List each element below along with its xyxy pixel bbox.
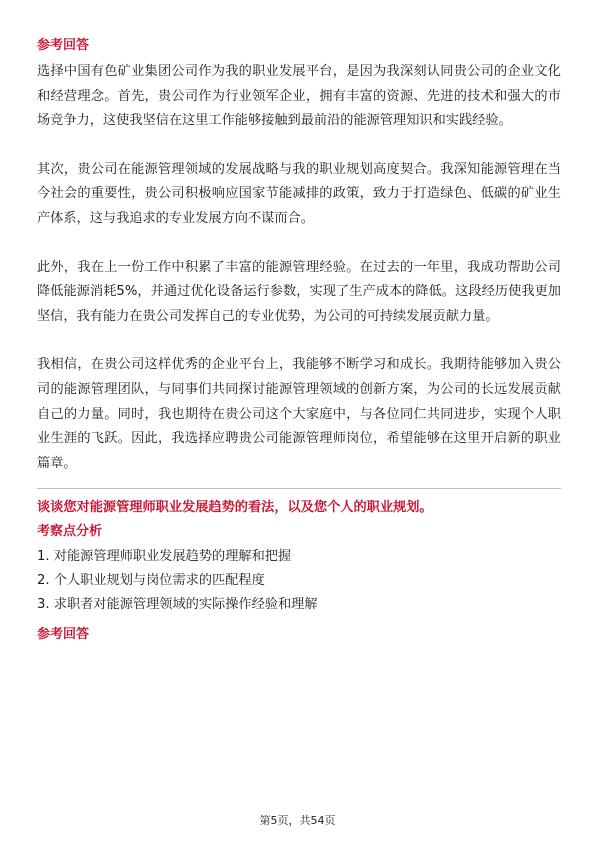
analysis-point: 1. 对能源管理师职业发展趋势的理解和把握 bbox=[37, 549, 292, 565]
answer-paragraph-4: 我相信，在贵公司这样优秀的企业平台上，我能够不断学习和成长。我期待能够加入贵公司的能源管理团队，与同事们共同探讨能源管理领域的创新方案，为公司的长远发展贡献自己的力量。同时，我也期待在贵公司这个大家庭中，与各位同仁共同进步，实现个人职业生涯的飞跃。因此，我选择应聘贵公司能源管理师岗位，希望能够在这里开启新的职业篇章。 bbox=[37, 357, 561, 471]
answer-paragraph-3: 此外，我在上一份工作中积累了丰富的能源管理经验。在过去的一年里，我成功帮助公司降低能源消耗5%，并通过优化设备运行参数，实现了生产成本的降低。这段经历使我更加坚信，我有能力在贵公司发挥自己的专业优势，为公司的可持续发展贡献力量。 bbox=[37, 259, 561, 324]
answer-paragraph-2: 其次，贵公司在能源管理领域的发展战略与我的职业规划高度契合。我深知能源管理在当今社会的重要性，贵公司积极响应国家节能减排的政策，致力于打造绿色、低碳的矿业生产体系，这与我追求的专业发展方向不谋而合。 bbox=[37, 161, 561, 226]
answer-heading-2: 参考回答 bbox=[37, 627, 90, 643]
analysis-heading: 考察点分析 bbox=[37, 524, 103, 540]
answer-heading: 参考回答 bbox=[37, 38, 90, 53]
page-footer: 第5页，共54页 bbox=[259, 814, 336, 827]
analysis-point: 2. 个人职业规划与岗位需求的匹配程度 bbox=[37, 573, 265, 589]
interview-question: 谈谈您对能源管理师职业发展趋势的看法，以及您个人的职业规划。 bbox=[37, 500, 433, 516]
analysis-point: 3. 求职者对能源管理领域的实际操作经验和理解 bbox=[37, 597, 318, 613]
answer-paragraph-1: 选择中国有色矿业集团公司作为我的职业发展平台，是因为我深刻认同贵公司的企业文化和经营理念。首先，贵公司作为行业领军企业，拥有丰富的资源、先进的技术和强大的市场竞争力，这使我坚信在这里工作能够接触到最前沿的能源管理知识和实践经验。 bbox=[37, 64, 561, 129]
page-content bbox=[37, 36, 561, 645]
analysis-points-list bbox=[37, 545, 561, 617]
